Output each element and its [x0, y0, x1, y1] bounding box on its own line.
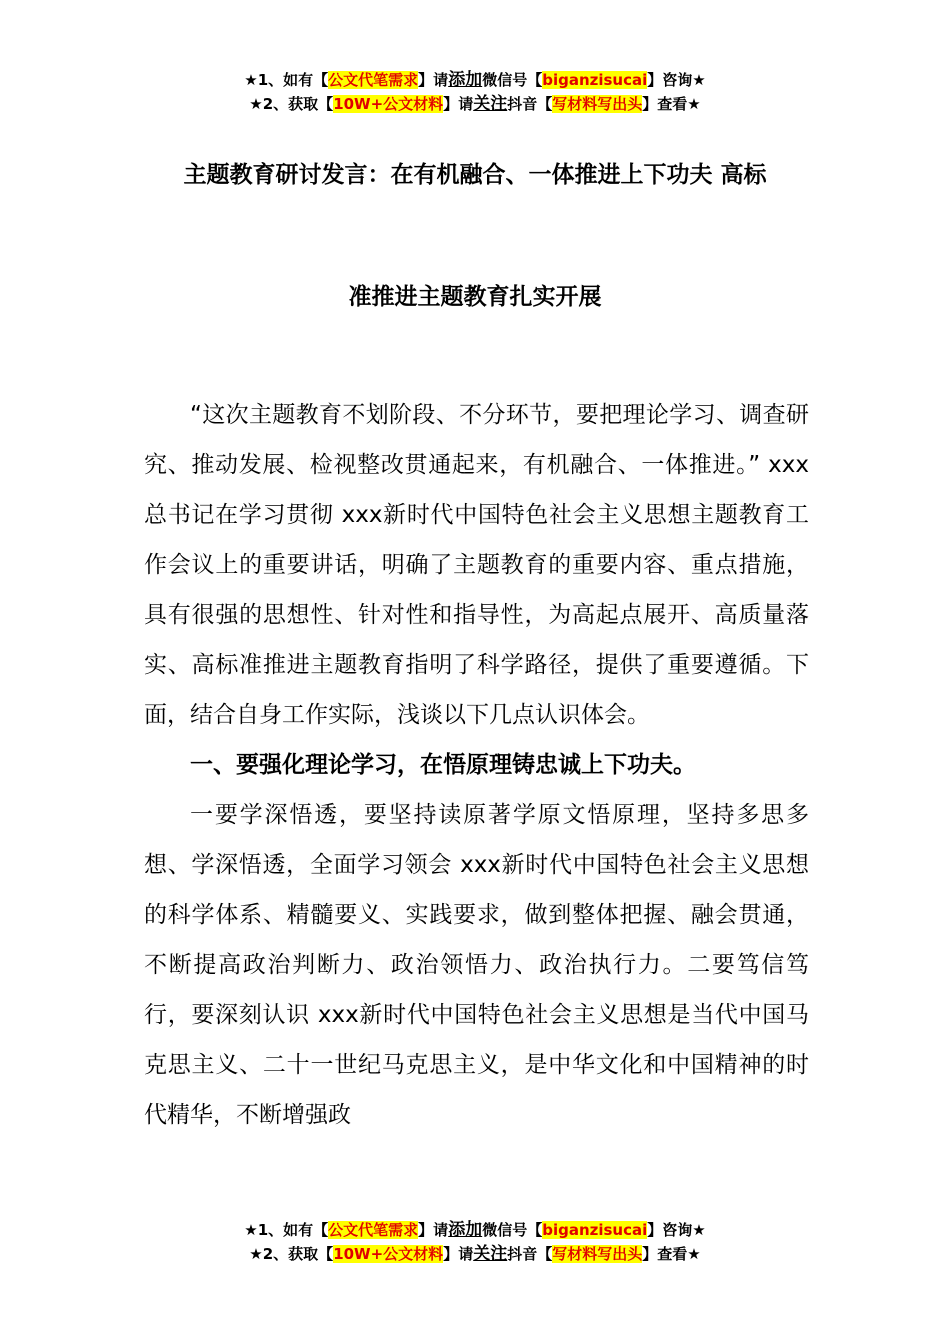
banner-highlight: 公文代笔需求 — [328, 71, 419, 89]
banner-underlined: 关注 — [473, 94, 508, 114]
banner-underlined: 关注 — [473, 1244, 508, 1264]
banner-text: 微信号【 — [482, 1221, 543, 1239]
banner-text: 】请 — [443, 95, 474, 113]
banner-text: ★1、如有【 — [244, 1221, 329, 1239]
banner-highlight: 公文代笔需求 — [328, 1221, 419, 1239]
banner-highlight: 10W+公文材料 — [333, 95, 444, 113]
banner-text: ★2、获取【 — [249, 95, 334, 113]
bottom-banner — [0, 1218, 950, 1266]
banner-douyin-id: 写材料写出头 — [552, 95, 643, 113]
banner-text: 微信号【 — [482, 71, 543, 89]
paragraph-body: 一要学深悟透，要坚持读原著学原文悟原理，坚持多思多想、学深悟透，全面学习领会 xxx新时代中国特色社会主义思想的科学体系、精髓要义、实践要求，做到整体把握、融会贯通，不断提高政治判断力、政治领悟力、政治执行力。二要笃信笃行，要深刻认识 xxx新时代中国特色社会主义思想是当代中国马克思主义、二十一世纪马克思主义，是中华文化和中国精神的时代精华，不断增强政 — [144, 802, 809, 1128]
banner-text: 】查看★ — [642, 1245, 701, 1263]
section-heading: 一、要强化理论学习，在悟原理铸忠诚上下功夫。 — [190, 752, 696, 778]
banner-line-2 — [0, 1242, 950, 1266]
banner-text: 】请 — [443, 1245, 474, 1263]
banner-text: ★1、如有【 — [244, 71, 329, 89]
document-body — [144, 390, 809, 1140]
banner-line-1 — [0, 68, 950, 92]
banner-wechat-id: biganzisucai — [542, 1221, 648, 1239]
banner-line-2 — [0, 92, 950, 116]
banner-line-1 — [0, 1218, 950, 1242]
page-title-line-1: 主题教育研讨发言：在有机融合、一体推进上下功夫 高标 — [183, 162, 767, 188]
banner-text: 】请 — [418, 1221, 449, 1239]
banner-text: 】咨询★ — [647, 1221, 706, 1239]
banner-underlined: 添加 — [448, 1220, 483, 1240]
banner-text: 抖音【 — [507, 95, 553, 113]
banner-text: ★2、获取【 — [249, 1245, 334, 1263]
banner-text: 】查看★ — [642, 95, 701, 113]
banner-highlight: 10W+公文材料 — [333, 1245, 444, 1263]
banner-text: 抖音【 — [507, 1245, 553, 1263]
banner-underlined: 添加 — [448, 70, 483, 90]
top-banner — [0, 68, 950, 116]
banner-wechat-id: biganzisucai — [542, 71, 648, 89]
banner-douyin-id: 写材料写出头 — [552, 1245, 643, 1263]
banner-text: 】咨询★ — [647, 71, 706, 89]
banner-text: 】请 — [418, 71, 449, 89]
paragraph-intro: “这次主题教育不划阶段、不分环节，要把理论学习、调查研究、推动发展、检视整改贯通起来，有机融合、一体推进。” xxx总书记在学习贯彻 xxx新时代中国特色社会主义思想主题教育工作会议上的重要讲话，明确了主题教育的重要内容、重点措施，具有很强的思想性、针对性和指导性，为高起点展开、高质量落实、高标准推进主题教育指明了科学路径，提供了重要遵循。下面，结合自身工作实际，浅谈以下几点认识体会。 — [144, 402, 809, 728]
page-title-line-2: 准推进主题教育扎实开展 — [348, 284, 602, 310]
